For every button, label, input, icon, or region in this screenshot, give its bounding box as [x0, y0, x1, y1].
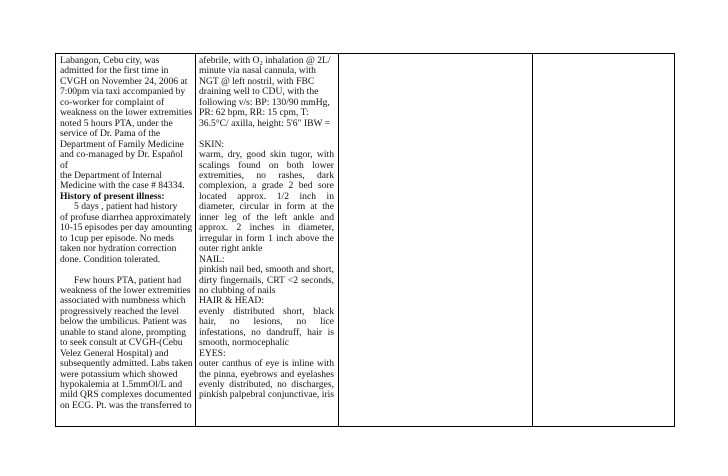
text-line: weakness on the lower extremities — [60, 107, 193, 119]
section-heading: HAIR & HEAD: — [199, 295, 265, 307]
column-divider — [338, 54, 339, 426]
text-line: 10-15 episodes per day amounting — [60, 222, 193, 234]
text-line: NGT @ left nostril, with FBC — [199, 75, 315, 87]
text-line: to seek consult at CVGH-(Cebu — [60, 337, 183, 349]
text-line: afebrile, with O₂ inhalation @ 2L/ — [199, 55, 331, 66]
text-line: the pinna, eyebrows and eyelashes — [199, 368, 334, 380]
text-line: following v/s: BP: 130/90 mmHg, — [199, 96, 330, 108]
text-line: pinkish palpebral conjunctivae, iris — [199, 389, 334, 401]
history-column — [60, 56, 193, 411]
section-heading: EYES: — [199, 347, 226, 359]
text-line: associated with numbness which — [60, 295, 186, 307]
column-divider — [195, 54, 196, 426]
text-line: diameter, circular in form at the — [199, 201, 334, 213]
section-heading: NAIL: — [199, 253, 225, 265]
text-line: to 1cup per episode. No meds — [60, 232, 175, 244]
text-line: scalings found on both lower — [199, 159, 334, 171]
text-line: outer canthus of eye is inline with — [199, 358, 334, 370]
text-line: draining well to CDU, with the — [199, 86, 319, 98]
text-line: subsequently admitted. Labs taken — [60, 358, 193, 370]
text-line: noted 5 hours PTA, under the — [60, 117, 173, 129]
text-line: CVGH on November 24, 2006 at — [60, 75, 188, 87]
text-line: dirty fingernails, CRT <2 seconds, — [199, 274, 334, 286]
text-line: were potassium which showed — [60, 368, 178, 380]
text-line: Velez General Hospital) and — [60, 347, 169, 359]
text-line: Labangon, Cebu city, was — [60, 55, 160, 66]
section-heading: SKIN: — [199, 138, 225, 150]
text-line: hair, no lesions, no lice — [199, 316, 334, 328]
text-line: pinkish nail bed, smooth and short, — [199, 264, 334, 276]
text-line: co-worker for complaint of — [60, 96, 165, 108]
text-line: irregular in form 1 inch above the — [199, 232, 334, 244]
text-line: on ECG. Pt. was the transferred to — [60, 399, 192, 411]
text-line: complexion, a grade 2 bed sore — [199, 180, 334, 192]
text-line: progressively reached the level — [60, 305, 180, 317]
text-line: warm, dry, good skin tugor, with — [199, 149, 334, 161]
text-line: located approx. 1/2 inch in — [199, 190, 334, 202]
section-heading: History of present illness: — [60, 190, 165, 202]
text-line: hypokalemia at 1.5mmOl/L and — [60, 379, 183, 391]
text-line: infestations, no dandruff, hair is — [199, 326, 334, 338]
text-line: weakness of the lower extremities — [60, 284, 191, 296]
text-line: approx. 2 inches in diameter, — [199, 222, 334, 234]
text-line: 36.5°C/ axilla, height: 5'6" IBW = — [199, 117, 331, 129]
document-table — [55, 53, 675, 427]
text-line: taken nor hydration correction — [60, 243, 177, 255]
text-line: admitted for the first time in — [60, 65, 169, 77]
text-line: Department of Family Medicine — [60, 138, 184, 150]
text-line: unable to stand alone, prompting — [60, 326, 187, 338]
text-line: inner leg of the left ankle and — [199, 211, 334, 223]
text-line: smooth, normocephalic — [199, 337, 290, 349]
text-line: the Department of Internal — [60, 169, 163, 181]
text-line: no clubbing of nails — [199, 284, 276, 296]
text-line: of profuse diarrhea approximately — [60, 211, 191, 223]
text-line: Medicine with the case # 84334. — [60, 180, 185, 192]
text-line: Few hours PTA, patient had — [74, 274, 182, 286]
text-line: below the umbilicus. Patient was — [60, 316, 187, 328]
text-line: 7:00pm via taxi accompanied by — [60, 86, 186, 98]
text-line: extremities, no rashes, dark — [199, 169, 334, 181]
text-line: evenly distributed short, black — [199, 305, 334, 317]
text-line: PR: 62 bpm, RR: 15 cpm, T: — [199, 107, 309, 119]
text-line: service of Dr. Pama of the — [60, 128, 161, 140]
text-line: outer right ankle — [199, 243, 263, 255]
physical-exam-column — [199, 56, 334, 401]
column-divider — [532, 54, 533, 426]
text-line: mild QRS complexes documented — [60, 389, 192, 401]
text-line: and co-managed by Dr. Español of — [60, 149, 183, 171]
text-line: minute via nasal cannula, with — [199, 65, 316, 77]
text-line: evenly distributed, no discharges, — [199, 379, 334, 391]
text-line: 5 days , patient had history — [74, 201, 178, 213]
text-line: done. Condition tolerated. — [60, 253, 161, 265]
